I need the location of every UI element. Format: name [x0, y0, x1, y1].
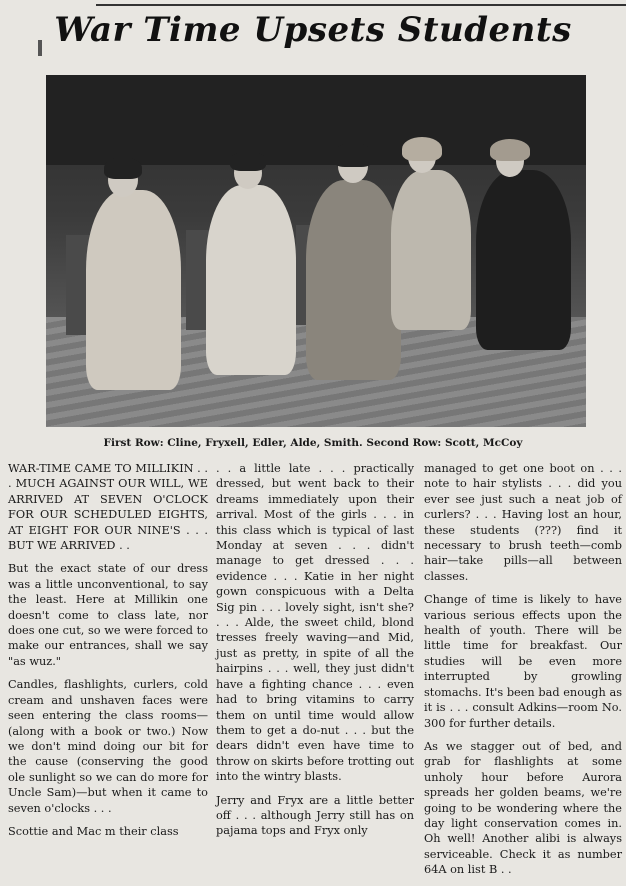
paragraph: Candles, flashlights, curlers, cold cream and unshaven faces were seen entering the class rooms—(along with a book or two.) Now we don't mind doing our bit for the cause (conserving the good ole sunlight so we can do more for Uncle Sam)—but when it came to seven o'clocks . . .: [8, 678, 208, 815]
student-figure: [206, 185, 296, 375]
text-column-2: [216, 461, 414, 847]
student-figure: [306, 180, 401, 380]
text-column-1: [8, 461, 208, 847]
student-hair: [332, 143, 374, 167]
top-rule: [96, 4, 626, 6]
paragraph: managed to get one boot on . . . note to hair stylists . . . did you ever see just such a neat job of curlers? . . . Having lost an hour, these students (???) find it necessary to brush teeth—comb hair—take pills—all between classes.: [424, 462, 622, 583]
student-figure: [476, 170, 571, 350]
student-figure: [391, 170, 471, 330]
article-headline: War Time Upsets Students: [54, 10, 572, 50]
paragraph: . . a little late . . . practically dressed, but went back to their dreams immediately upon their arrival. Most of the girls . . . in this class which is typical of last Monday at seven . . . didn't manage to get dressed . . . evidence . . . Katie in her night gown conspicuous with a Delta Sig pin . . . lovely sight, isn't she? . . . Alde, the sweet child, blond tresses freely waving—and Mid, just as pretty, in spite of all the hairpins . . . well, they just didn't have a fighting chance . . . even had to bring vitamins to carry them on until time would allow them to get a do-nut . . . but the dears didn't even have time to throw on skirts before trotting out into the wintry blasts.: [216, 462, 414, 784]
photo-caption: First Row: Cline, Fryxell, Edler, Alde, Smith. Second Row: Scott, McCoy: [103, 437, 523, 449]
paragraph: Change of time is likely to have various serious effects upon the health of youth. There will be little time for breakfast. Our studies will be even more interrupted by growling stomachs. It's been bad enough as it is . . . consult Adkins—room No. 300 for further details.: [424, 593, 622, 730]
student-hair: [402, 137, 442, 161]
student-hair: [104, 157, 142, 179]
student-hair: [490, 139, 530, 161]
paragraph: Jerry and Fryx are a little better off . . . although Jerry still has on pajama tops and Fryx only: [216, 793, 414, 838]
paragraph: But the exact state of our dress was a little unconventional, to say the least. Here at Millikin one doesn't come to class late, nor does one cut, so we were forced to make our entrances, shall we say "as wuz.": [8, 562, 208, 668]
student-hair: [230, 151, 266, 171]
paragraph: Scottie and Mac m their class: [8, 824, 179, 838]
student-figure: [86, 190, 181, 390]
classroom-photo: [46, 75, 586, 427]
text-column-3: [424, 461, 622, 886]
paragraph: WAR-TIME CAME TO MILLIKIN . . . MUCH AGAINST OUR WILL, WE ARRIVED AT SEVEN O'CLOCK FOR OUR SCHEDULED EIGHTS, AT EIGHT FOR OUR NINE'S . . . BUT WE ARRIVED . .: [8, 462, 208, 553]
paragraph: As we stagger out of bed, and grab for flashlights at some unholy hour before Aurora spreads her golden beams, we're going to be wondering where the day light conservation comes in. Oh well! Another alibi is always serviceable. Check it as number 64A on list B . .: [424, 739, 622, 877]
